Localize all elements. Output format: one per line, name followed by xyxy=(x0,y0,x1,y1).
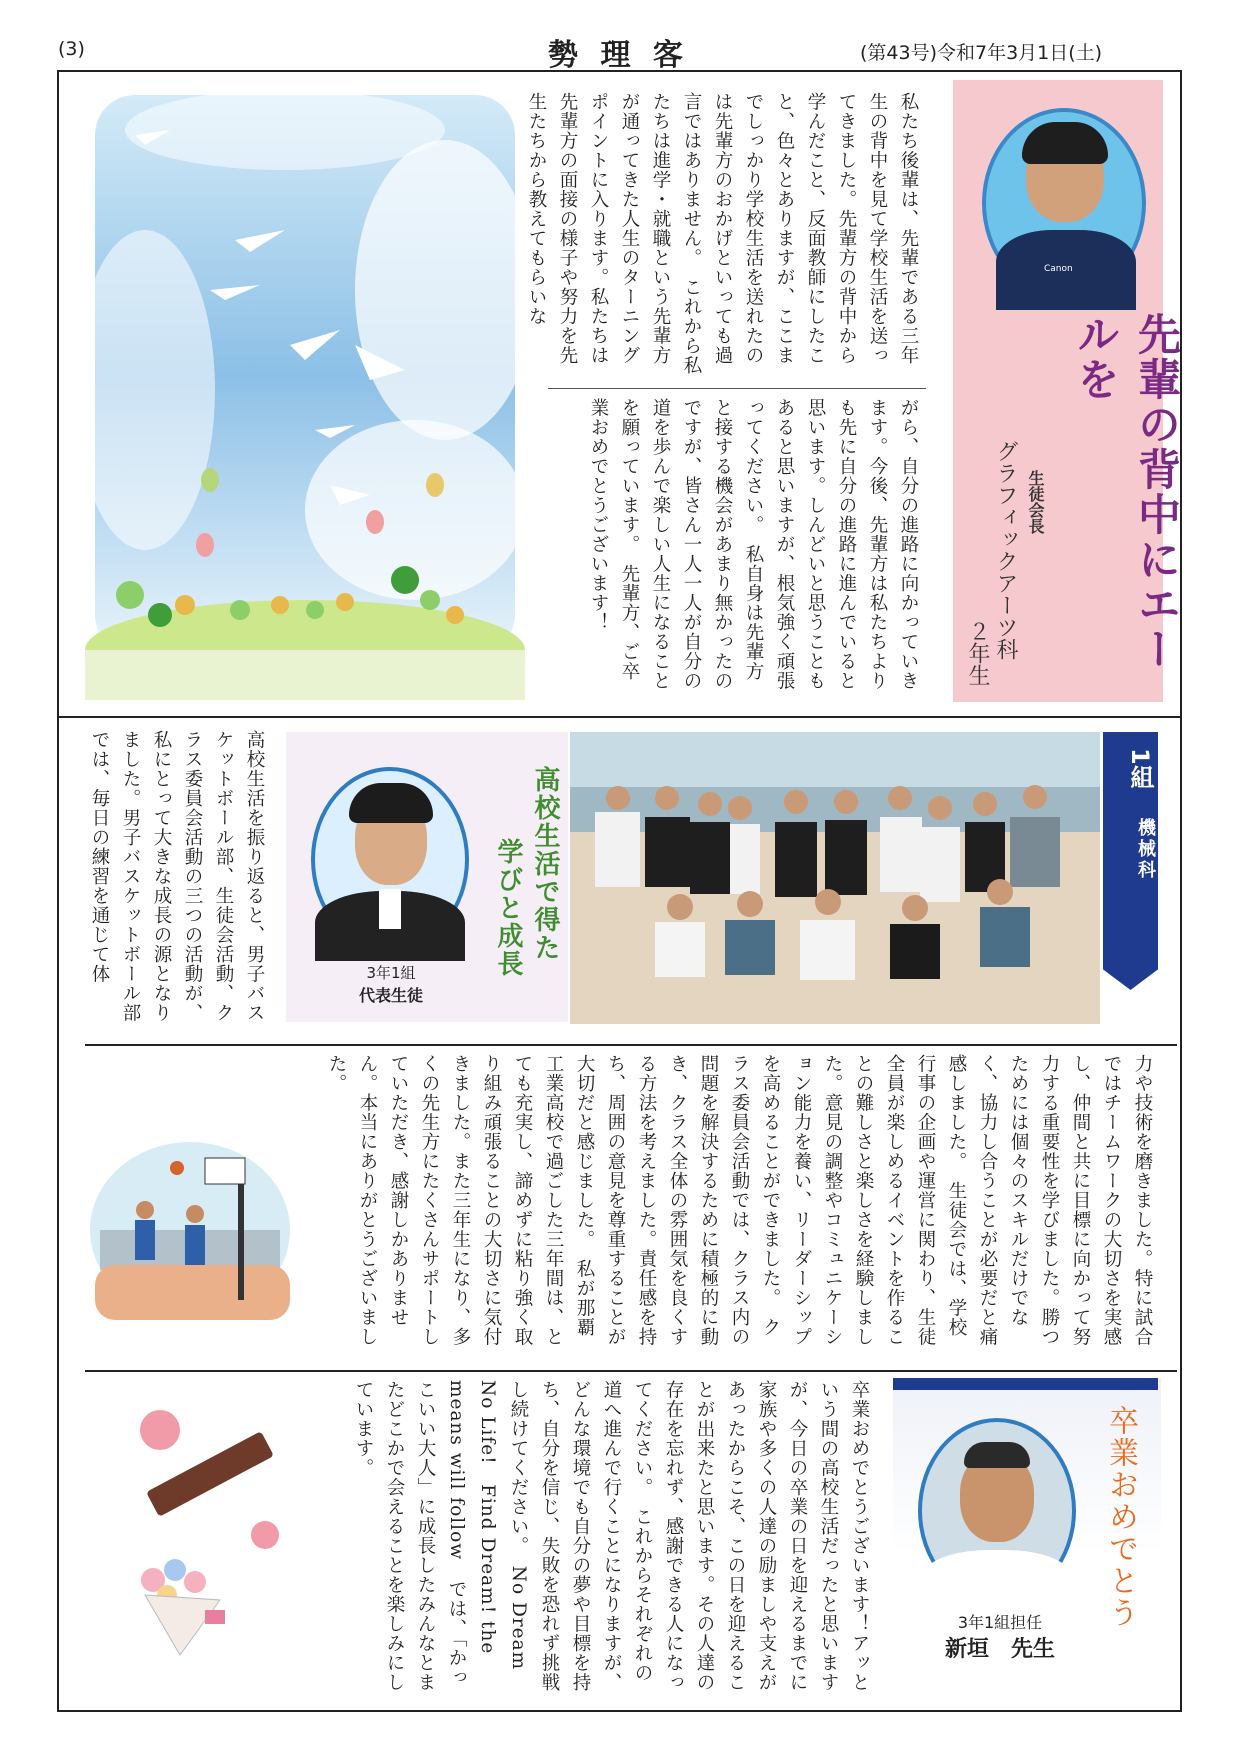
article-1-text-upper: 私たち後輩は、先輩である三年生の背中を見て学校生活を送ってきました。先輩方の背中から学んだこと、反面教師にしたこと、色々とありますが、ここまでしっかり学校生活を送れたのは先輩方のおかげといっても過言ではありません。 これから私たちは進学・就職という先輩方が通ってきた人生のターニングポイントに入ります。私たちは先輩方の面接の様子や努力を先生たちから教えてもらいな xyxy=(526,92,919,376)
class-group-photo xyxy=(570,732,1100,1024)
article-1-column-divider xyxy=(548,388,926,389)
article-3-caption-class: 3年1組担任 xyxy=(957,1613,1043,1632)
article-1-grade: ２年生 xyxy=(965,620,990,686)
page-number: (3) xyxy=(58,38,85,60)
article-2-caption-role: 代表生徒 xyxy=(358,986,423,1005)
divider-3 xyxy=(85,1370,1177,1372)
divider-1 xyxy=(59,716,1180,718)
class-1-tab-dept: 機械科 xyxy=(1135,818,1156,881)
homeroom-teacher-photo xyxy=(918,1418,1076,1603)
newsletter-title: 勢 理 客 xyxy=(548,38,689,73)
graduation-illustration xyxy=(105,1400,285,1670)
article-2-text-bottom: 力や技術を磨きました。特に試合ではチームワークの大切さを実感し、仲間と共に目標に向かって努力する重要性を学びました。勝つためには個々のスキルだけでなく、協力し合うことが必要だと痛感しました。 生徒会では、学校行事の企画や運営に関わり、生徒全員が楽しめるイベントを作ることの難しさと楽しさを経験しました。意見の調整やコミュニケーション能力を養い、リーダーシップを高めることができました。 クラス委員会活動では、クラス内の問題を解決するために積極的に動き、クラス全体の雰囲気を良くする方法を考えました。責任感を持ち、周囲の意見を尊重することが大切だと感じました。 私が那覇工業高校で過ごした三年間は、とても充実し、諦めずに粘り強く取り組み頑張ることの大切さに気付きました。また三年生になり、多くの先生方にたくさんサポートしていただき、感謝しかありません。本当にありがとうございました。 xyxy=(326,1054,1153,1347)
article-2-caption-class: 3年1組 xyxy=(366,964,416,982)
article-3-title: 卒業おめでとう xyxy=(1103,1405,1138,1629)
article-1-title: 先輩の背中にエールを xyxy=(1070,312,1181,672)
article-2-title-line1: 高校生活で得た xyxy=(530,766,560,962)
article-3-title-bar xyxy=(893,1378,1158,1390)
divider-2 xyxy=(85,1044,1177,1046)
article-1-dept: グラフィックアーツ科 xyxy=(993,440,1018,660)
article-2-title-line2: 学びと成長 xyxy=(493,838,523,978)
article-1-text-lower: がら、自分の進路に向かっていきます。今後、先輩方は私たちよりも先に自分の進路に進んでいると思います。しんどいと思うこともあると思いますが、根気強く頑張ってください。 私自身は先輩方と接する機会があまり無かったのですが、皆さん一人一人が自分の道を歩んで楽しい人生になることを願っています。 先輩方、ご卒業おめでとうございます！ xyxy=(588,398,919,691)
camera-strap-label: Canon xyxy=(1044,264,1073,274)
article-1-role: 生徒会長 xyxy=(1026,470,1045,534)
student-council-president-photo xyxy=(982,108,1146,298)
sky-illustration xyxy=(85,90,525,700)
class-representative-photo xyxy=(311,767,469,952)
article-3-text: 卒業おめでとうございます！アッという間の高校生活だったと思いますが、今日の卒業の日を迎えるまでに家族や多くの人達の励ましや支えがあったからこそ、この日を迎えることが出来たと思います。その人達の存在を忘れず、感謝できる人になってください。 これからそれぞれの道へ進んで行くことになりますが、どんな環境でも自分の夢や目標を持ち、自分を信じ、失敗を恐れず挑戦し続けてください。 No Dream No Life! Find Dream! the means will follow では、「かっこいい大人」に成長したみんなとまたどこかで会えることを楽しみにしています。 xyxy=(353,1380,870,1692)
issue-info: (第43号)令和7年3月1日(土) xyxy=(860,42,1103,64)
article-2-text-left: 高校生活を振り返ると、男子バスケットボール部、生徒会活動、クラス委員会活動の三つの活動が、私にとって大きな成長の源となりました。男子バスケットボール部では、毎日の練習を通じて体 xyxy=(89,730,265,1023)
article-3-caption-name: 新垣 先生 xyxy=(944,1637,1055,1662)
class-1-tab-label: 1組 xyxy=(1126,748,1154,789)
basketball-illustration xyxy=(90,1140,295,1320)
